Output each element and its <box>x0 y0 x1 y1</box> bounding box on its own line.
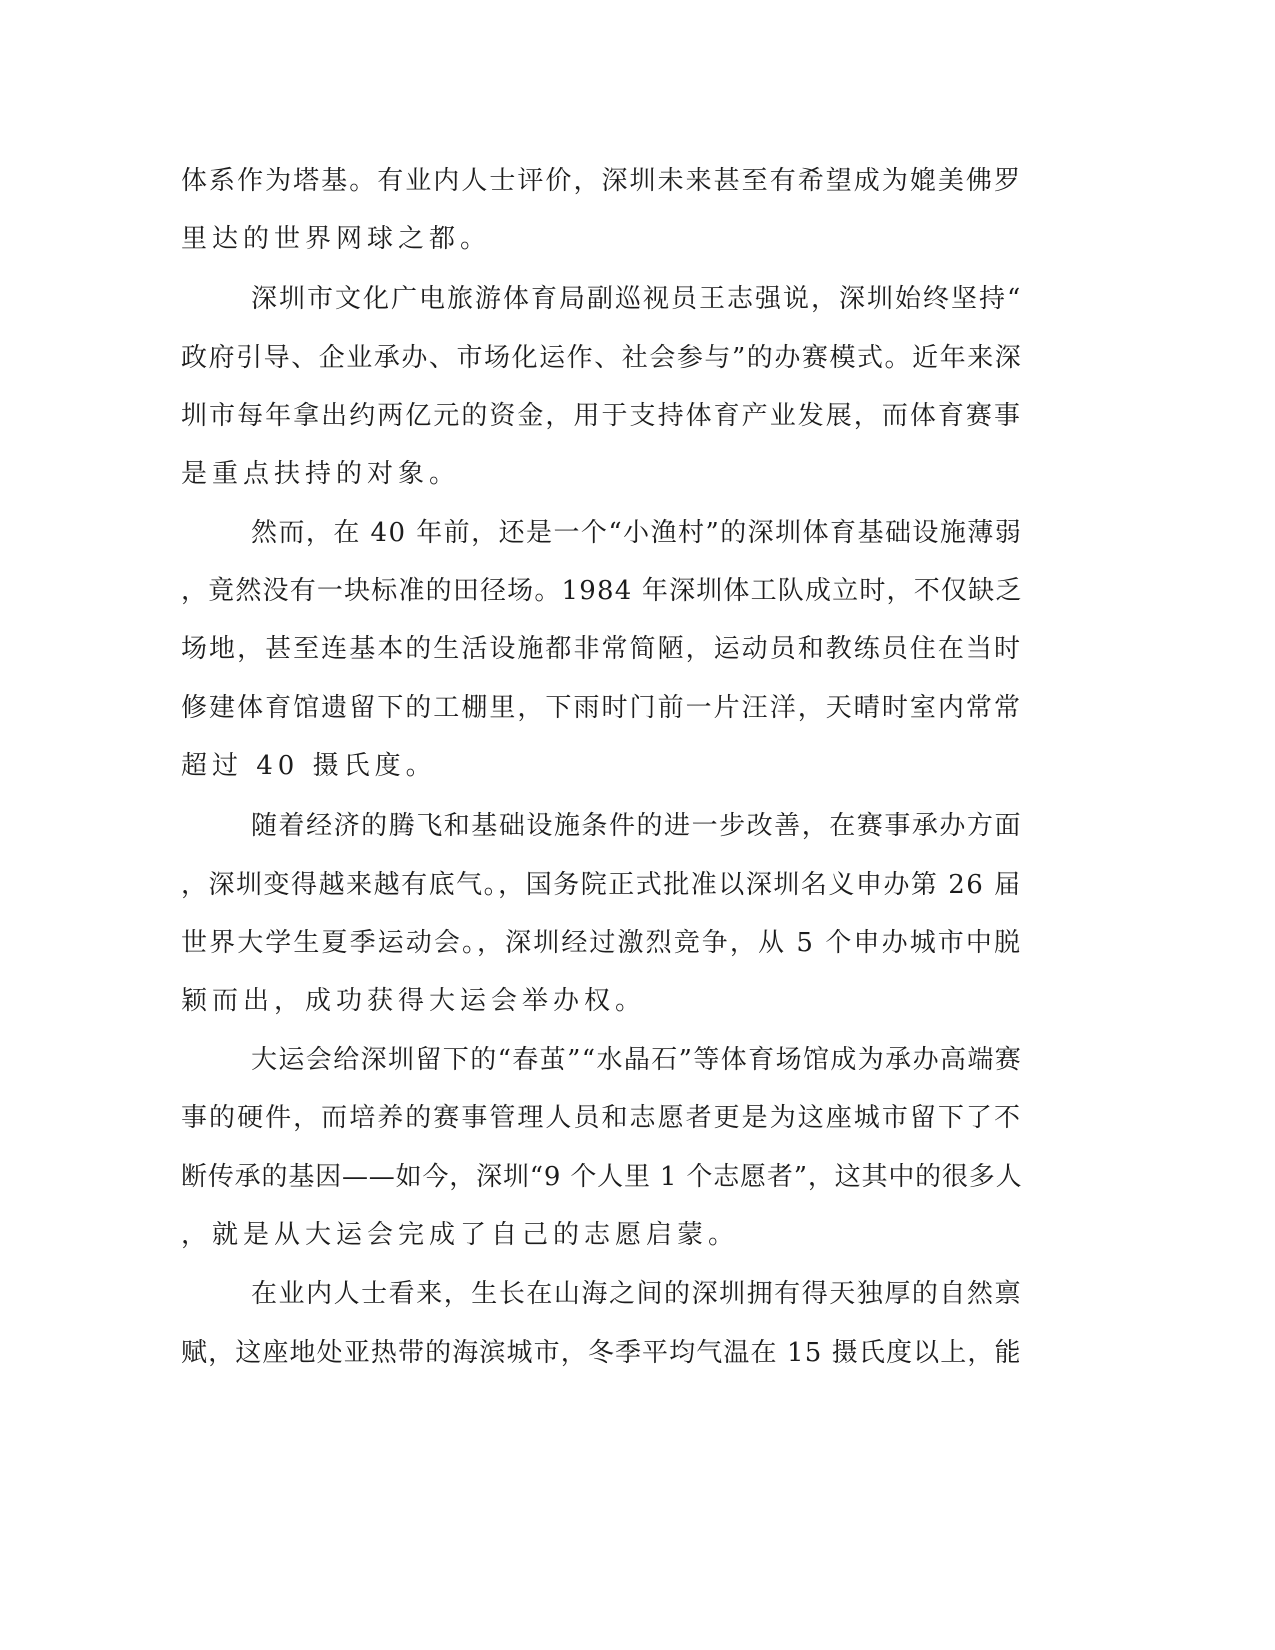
text-line: 赋，这座地处亚热带的海滨城市，冬季平均气温在 15 摄氏度以上，能 <box>181 1338 1022 1368</box>
text-line: 随着经济的腾飞和基础设施条件的进一步改善，在赛事承办方面 <box>251 811 1023 841</box>
text-line: 圳市每年拿出约两亿元的资金，用于支持体育产业发展，而体育赛事 <box>181 401 1023 431</box>
text-line: 体系作为塔基。有业内人士评价，深圳未来甚至有希望成为媲美佛罗 <box>181 166 1023 196</box>
text-line: 断传承的基因——如今，深圳“9 个人里 1 个志愿者”，这其中的很多人 <box>181 1162 1023 1192</box>
text-line: 修建体育馆遗留下的工棚里，下雨时门前一片汪洋，天晴时室内常常 <box>181 693 1023 723</box>
text-line: 场地，甚至连基本的生活设施都非常简陋，运动员和教练员住在当时 <box>181 634 1023 664</box>
text-line: 政府引导、企业承办、市场化运作、社会参与”的办赛模式。近年来深 <box>181 343 1023 373</box>
text-line: 然而，在 40 年前，还是一个“小渔村”的深圳体育基础设施薄弱 <box>251 518 1023 548</box>
text-line: ，深圳变得越来越有底气。，国务院正式批准以深圳名义申办第 26 届 <box>181 870 1022 900</box>
text-line: 世界大学生夏季运动会。，深圳经过激烈竞争，从 5 个申办城市中脱 <box>181 928 1023 958</box>
text-line: 里达的世界网球之都。 <box>181 224 492 254</box>
text-line: 颖而出，成功获得大运会举办权。 <box>181 986 647 1016</box>
text-line: ，就是从大运会完成了自己的志愿启蒙。 <box>181 1220 740 1250</box>
text-line: ，竟然没有一块标准的田径场。1984 年深圳体工队成立时，不仅缺乏 <box>181 576 1023 606</box>
text-line: 深圳市文化广电旅游体育局副巡视员王志强说，深圳始终坚持“ <box>251 284 1023 314</box>
text-line: 事的硬件，而培养的赛事管理人员和志愿者更是为这座城市留下了不 <box>181 1103 1023 1133</box>
text-line: 是重点扶持的对象。 <box>181 459 461 489</box>
text-line: 超过 40 摄氏度。 <box>181 751 437 781</box>
text-line: 在业内人士看来，生长在山海之间的深圳拥有得天独厚的自然禀 <box>251 1279 1023 1309</box>
text-line: 大运会给深圳留下的“春茧”“水晶石”等体育场馆成为承办高端赛 <box>251 1045 1023 1075</box>
